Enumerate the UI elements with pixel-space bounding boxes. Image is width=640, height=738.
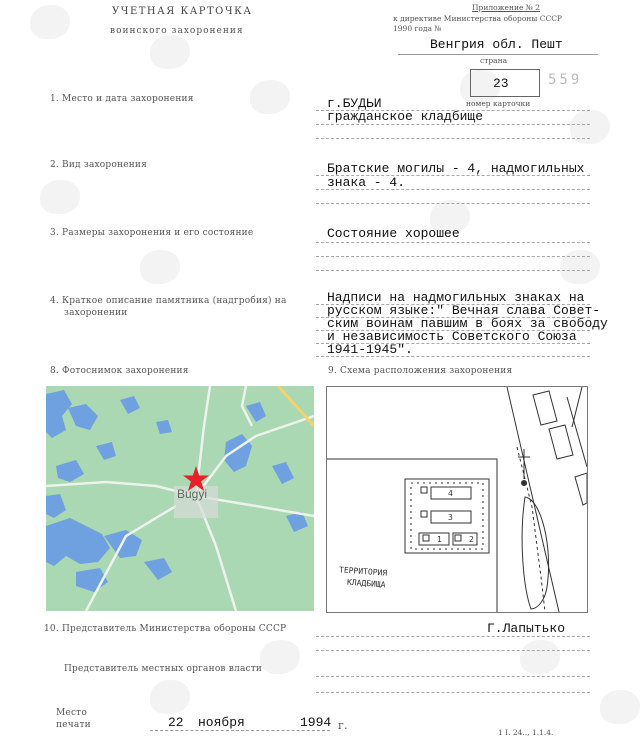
field-4-line-1: Надписи на надмогильных знаках на xyxy=(327,290,585,305)
map-place-name: Bugyi xyxy=(177,487,208,501)
rule xyxy=(316,110,590,111)
field-4-line-3: ским воинам павшим в боях за свободу xyxy=(327,316,608,331)
appendix-line-3: 1990 года № xyxy=(393,24,442,33)
rule xyxy=(316,343,590,344)
rule xyxy=(316,304,590,305)
stamp-label-1: Место xyxy=(56,708,87,718)
representative-mod-label: 10. Представитель Министерства обороны СССР xyxy=(44,624,287,634)
rule xyxy=(316,317,590,318)
rule xyxy=(316,692,590,693)
card-number: 23 xyxy=(493,76,509,91)
cross-base xyxy=(522,481,527,486)
rule xyxy=(316,189,590,190)
card-number-label: номер карточки xyxy=(466,99,531,108)
graves-enclosure xyxy=(405,479,489,553)
appendix-line-1: Приложение № 2 xyxy=(472,3,541,12)
footer-small: 1 I. 24.., 1.1.4. xyxy=(498,728,554,737)
territory-label-2: КЛАДБИЩА xyxy=(346,577,386,590)
date-day: 22 xyxy=(168,715,184,730)
building-3 xyxy=(575,473,587,505)
burial-scheme xyxy=(326,386,588,613)
scheme-label: 9. Схема расположения захоронения xyxy=(328,366,513,376)
building-1 xyxy=(533,391,557,425)
representative-mod-value: Г.Лапытько xyxy=(487,621,566,636)
rule xyxy=(316,138,590,139)
grave-label-2: 2 xyxy=(469,535,474,544)
rule xyxy=(316,676,590,677)
territory-label-1: ТЕРРИТОРИЯ xyxy=(338,565,388,578)
field-2-line-2: знака - 4. xyxy=(327,175,406,190)
rule xyxy=(316,242,590,243)
field-4-line-4: и независимость Советского Союза xyxy=(327,329,577,344)
card-subtitle: воинского захоронения xyxy=(110,26,244,36)
rule xyxy=(316,636,590,637)
rule xyxy=(316,650,590,651)
side-number: 559 xyxy=(548,72,583,88)
grave-label-1: 1 xyxy=(437,535,442,544)
location-map xyxy=(46,386,314,611)
field-1-line-1: г.БУДЬИ xyxy=(327,96,382,111)
country-line xyxy=(398,54,598,55)
road-edge-left xyxy=(507,387,559,612)
stamp-label-2: печати xyxy=(56,720,91,730)
country-label: страна xyxy=(480,56,508,65)
card-title: УЧЕТНАЯ КАРТОЧКА xyxy=(112,6,253,17)
plaque-3 xyxy=(421,511,427,517)
field-4-label-2: захоронении xyxy=(64,308,128,318)
rule xyxy=(316,124,590,125)
road-edge-top xyxy=(572,387,582,427)
rule xyxy=(316,356,590,357)
field-1-label: 1. Место и дата захоронения xyxy=(50,94,194,104)
rule xyxy=(316,175,590,176)
field-4-line-5: 1941-1945". xyxy=(327,342,413,357)
rule xyxy=(316,270,590,271)
field-3-label: 3. Размеры захоронения и его состояние xyxy=(50,228,254,238)
plaque-2 xyxy=(455,535,461,541)
road-centerline xyxy=(517,447,545,612)
rule xyxy=(316,203,590,204)
date-suffix: г. xyxy=(338,719,348,732)
date-year: 1994 xyxy=(300,715,332,730)
road-lane-shape xyxy=(522,497,548,609)
photo-label: 8. Фотоснимок захоронения xyxy=(50,366,189,376)
country-value: Венгрия обл. Пешт xyxy=(430,37,563,52)
rule xyxy=(316,330,590,331)
appendix-line-2: к директиве Министерства обороны СССР xyxy=(393,14,562,23)
field-4-label-1: 4. Краткое описание памятника (надгробия) на xyxy=(50,296,287,306)
building-2 xyxy=(549,425,573,459)
grave-label-3: 3 xyxy=(448,513,453,522)
representative-local-label: Представитель местных органов власти xyxy=(64,664,263,674)
rule xyxy=(316,256,590,257)
card-number-box xyxy=(470,69,540,97)
date-line xyxy=(150,730,330,731)
plaque-4 xyxy=(421,487,427,493)
field-2-label: 2. Вид захоронения xyxy=(50,160,148,170)
main-road xyxy=(278,386,314,426)
field-1-line-2: гражданское кладбище xyxy=(327,109,484,124)
field-3-line-1: Состояние хорошее xyxy=(327,226,460,241)
plaque-1 xyxy=(423,535,429,541)
field-2-line-1: Братские могилы - 4, надмогильных xyxy=(327,161,585,176)
grave-label-4: 4 xyxy=(448,489,453,498)
field-4-line-2: русском языке:" Вечная слава Совет- xyxy=(327,303,601,318)
date-month: ноября xyxy=(198,715,245,730)
